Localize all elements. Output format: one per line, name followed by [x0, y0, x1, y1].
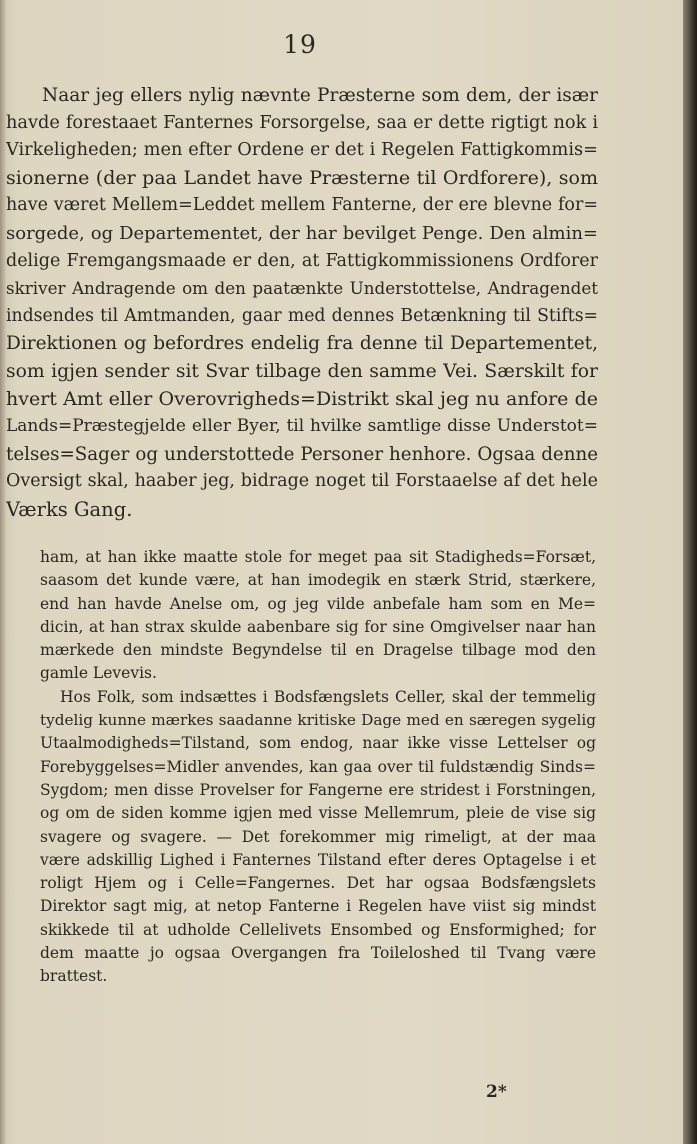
footnote-line: og om de siden komme igjen med visse Mellemrum, pleie de vise sig — [40, 804, 596, 823]
printer-signature-mark: 2* — [486, 1082, 507, 1102]
text-line: som igjen sender sit Svar tilbage den samme Vei. Særskilt for — [6, 360, 598, 382]
footnote-line: skikkede til at udholde Cellelivets Ensombed og Ensformighed; for — [40, 920, 596, 939]
footnote-line: brattest. — [40, 967, 108, 986]
text-line: delige Fremgangsmaade er den, at Fattigkommissionens Ordforer — [6, 250, 598, 271]
footnote-line: saasom det kunde være, at han imodegik en stærk Strid, stærkere, — [40, 571, 596, 590]
text-line: havde forestaaet Fanternes Forsorgelse, saa er dette rigtigt nok i — [6, 112, 598, 133]
footnote-line: tydelig kunne mærkes saadanne kritiske Dage med en særegen sygelig — [40, 711, 596, 730]
main-paragraph — [6, 82, 598, 524]
text-line: telses=Sager og understottede Personer henhore. Ogsaa denne — [6, 443, 598, 465]
text-line: hvert Amt eller Overovrigheds=Distrikt skal jeg nu anfore de — [6, 387, 598, 410]
footnote-line: mærkede den mindste Begyndelse til en Dragelse tilbage mod den — [40, 641, 596, 660]
text-line: Direktionen og befordres endelig fra denne til Departementet, — [6, 333, 598, 355]
text-line: sorgede, og Departementet, der har bevilget Penge. Den almin= — [6, 222, 598, 244]
text-line: skriver Andragende om den paatænkte Understottelse, Andragendet — [6, 278, 598, 299]
text-line: Værks Gang. — [6, 497, 133, 521]
page-number: 19 — [283, 30, 317, 59]
footnote-line: roligt Hjem og i Celle=Fangernes. Det har ogsaa Bodsfængslets — [40, 874, 596, 893]
text-line: indsendes til Amtmanden, gaar med dennes Betænkning til Stifts= — [6, 305, 598, 326]
text-line: Oversigt skal, haaber jeg, bidrage noget til Forstaaelse af det hele — [6, 471, 598, 492]
footnote-line: Direktor sagt mig, at netop Fanterne i Regelen have viist sig mindst — [40, 897, 596, 916]
footnote-line: Forebyggelses=Midler anvendes, kan gaa over til fuldstændig Sinds= — [40, 757, 596, 776]
footnote-line: Utaalmodigheds=Tilstand, som endog, naar ikke visse Lettelser og — [40, 734, 596, 753]
footnote-line: gamle Levevis. — [40, 664, 157, 683]
footnote-line: end han havde Anelse om, og jeg vilde anbefale ham som en Me= — [40, 594, 596, 613]
footnote-line: dicin, at han strax skulde aabenbare sig for sine Omgivelser naar han — [40, 617, 596, 636]
footnote-line: svagere og svagere. — Det forekommer mig rimeligt, at der maa — [40, 827, 596, 846]
footnote-line: dem maatte jo ogsaa Overgangen fra Toileloshed til Tvang være — [40, 944, 596, 963]
text-line: have været Mellem=Leddet mellem Fanterne, der ere blevne for= — [6, 195, 598, 216]
text-line: sionerne (der paa Landet have Præsterne til Ordforere), som — [6, 166, 598, 189]
footnote-block — [40, 546, 596, 989]
text-line: Virkeligheden; men efter Ordene er det i Regelen Fattigkommis= — [6, 140, 598, 161]
text-line: Lands=Præstegjelde eller Byer, til hvilke samtlige disse Understot= — [6, 416, 598, 437]
book-spine-shadow — [683, 0, 697, 1144]
footnote-line: ham, at han ikke maatte stole for meget paa sit Stadigheds=Forsæt, — [40, 548, 596, 566]
footnote-line: Hos Folk, som indsættes i Bodsfængslets Celler, skal der temmelig — [60, 687, 596, 706]
text-line: Naar jeg ellers nylig nævnte Præsterne som dem, der især — [42, 85, 598, 106]
footnote-line: Sygdom; men disse Provelser for Fangerne ere stridest i Forstningen, — [40, 780, 596, 799]
footnote-line: være adskillig Lighed i Fanternes Tilstand efter deres Optagelse i et — [40, 850, 596, 869]
